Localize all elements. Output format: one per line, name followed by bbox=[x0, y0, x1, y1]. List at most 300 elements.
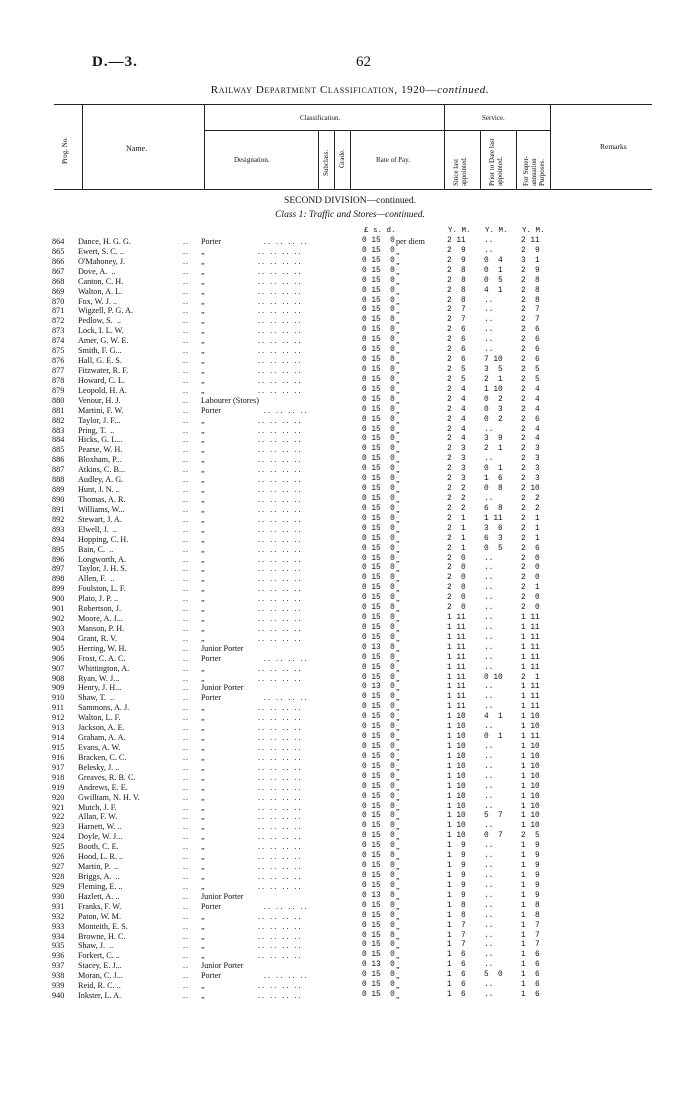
employee-name: Shaw, J. .. bbox=[78, 941, 114, 951]
designation: Porter bbox=[201, 971, 222, 981]
service-since-appointed: 2 4 bbox=[447, 385, 466, 394]
leader-dots: .. .. .. .. bbox=[258, 544, 303, 554]
table-row bbox=[0, 674, 700, 684]
pay-period: „ bbox=[396, 604, 400, 614]
table-row bbox=[0, 872, 700, 882]
pay-period: „ bbox=[396, 564, 400, 574]
table-row bbox=[0, 842, 700, 852]
service-since-appointed: 1 9 bbox=[447, 872, 466, 880]
leader-dots: .. bbox=[183, 733, 190, 743]
leader-dots: .. bbox=[183, 425, 190, 435]
pay-period: „ bbox=[396, 544, 400, 554]
service-since-appointed: 1 9 bbox=[447, 842, 466, 851]
service-prior: .. bbox=[484, 455, 494, 464]
designation: Junior Porter bbox=[201, 643, 244, 653]
leader-dots: .. .. .. .. bbox=[264, 653, 309, 663]
service-prior: .. bbox=[484, 693, 494, 702]
leader-dots: .. bbox=[183, 971, 190, 981]
employee-name: Franks, F. W. bbox=[78, 901, 122, 911]
leader-dots: .. bbox=[183, 356, 190, 366]
leader-dots: .. .. .. .. bbox=[258, 485, 303, 495]
rate-header: Rate of Pay. bbox=[376, 156, 410, 164]
service-superannuation: 2 2 bbox=[521, 504, 540, 513]
leader-dots: .. bbox=[183, 395, 190, 405]
rate-of-pay: 0 15 0 bbox=[362, 465, 395, 474]
service-since-appointed: 2 11 bbox=[447, 237, 466, 245]
leader-dots: .. bbox=[183, 237, 190, 246]
page-reference: D.—3. bbox=[92, 54, 138, 70]
designation: „ bbox=[201, 266, 205, 276]
prog-no: 927 bbox=[52, 862, 65, 872]
leader-dots: .. bbox=[183, 286, 190, 296]
service-superannuation: 1 9 bbox=[521, 891, 540, 900]
table-row bbox=[0, 713, 700, 723]
pay-period: „ bbox=[396, 792, 400, 802]
table-row bbox=[0, 822, 700, 832]
rate-of-pay: 0 15 0 bbox=[362, 941, 395, 950]
pay-period: „ bbox=[396, 356, 400, 366]
service-prior: .. bbox=[484, 901, 494, 910]
table-row bbox=[0, 922, 700, 932]
leader-dots: .. bbox=[183, 683, 190, 693]
prog-no: 894 bbox=[52, 534, 65, 544]
pay-period: „ bbox=[396, 643, 400, 653]
designation: „ bbox=[201, 365, 205, 375]
designation: „ bbox=[201, 911, 205, 921]
pay-period: „ bbox=[396, 822, 400, 832]
service-prior: .. bbox=[484, 981, 494, 990]
service-prior: .. bbox=[484, 683, 494, 692]
prog-no: 940 bbox=[52, 991, 65, 1001]
table-row bbox=[0, 297, 700, 307]
table-row bbox=[0, 455, 700, 465]
service-since-header: Since last appointed. bbox=[452, 156, 468, 186]
designation: „ bbox=[201, 614, 205, 624]
table-row bbox=[0, 981, 700, 991]
pay-period: „ bbox=[396, 435, 400, 445]
prog-no: 896 bbox=[52, 554, 65, 564]
prog-no: 922 bbox=[52, 812, 65, 822]
prog-no: 873 bbox=[52, 326, 65, 336]
table-row bbox=[0, 753, 700, 763]
table-row bbox=[0, 564, 700, 574]
table-row bbox=[0, 356, 700, 366]
leader-dots: .. bbox=[183, 951, 190, 961]
designation: „ bbox=[201, 802, 205, 812]
rate-of-pay: 0 15 0 bbox=[362, 494, 395, 503]
leader-dots: .. .. .. .. bbox=[258, 246, 303, 256]
service-superannuation: 1 6 bbox=[521, 991, 540, 1000]
title-main: Railway Department Classification, 1920— bbox=[210, 84, 438, 96]
pay-period: „ bbox=[396, 485, 400, 495]
pay-period: „ bbox=[396, 971, 400, 981]
prog-no: 915 bbox=[52, 743, 65, 753]
employee-name: Moore, A. J... bbox=[78, 614, 123, 624]
table-row bbox=[0, 664, 700, 674]
table-row bbox=[0, 912, 700, 922]
service-prior: 6 3 bbox=[484, 534, 503, 543]
classification-header: Classification. bbox=[300, 114, 341, 122]
table-row bbox=[0, 773, 700, 783]
table-row bbox=[0, 832, 700, 842]
employee-name: Pedlow, S. .. bbox=[78, 316, 121, 326]
employee-name: Elwell, J. .. bbox=[78, 524, 117, 534]
service-prior: .. bbox=[484, 246, 494, 255]
service-prior: 0 5 bbox=[484, 544, 503, 553]
rate-of-pay: 0 15 0 bbox=[362, 653, 395, 662]
pay-period: „ bbox=[396, 306, 400, 316]
employee-name: Inkster, L. A. bbox=[78, 991, 122, 1001]
prog-no: 925 bbox=[52, 842, 65, 852]
service-since-appointed: 1 10 bbox=[447, 822, 466, 831]
leader-dots: .. .. .. .. bbox=[258, 762, 303, 772]
employee-name: Ryan, W. J... bbox=[78, 673, 120, 683]
employee-name: Hopping, C. H. bbox=[78, 534, 129, 544]
leader-dots: .. bbox=[183, 653, 190, 663]
rate-of-pay: 0 15 0 bbox=[362, 663, 395, 672]
service-since-appointed: 1 10 bbox=[447, 723, 466, 732]
rate-of-pay: 0 15 0 bbox=[362, 921, 395, 930]
designation: „ bbox=[201, 822, 205, 832]
pay-period: „ bbox=[396, 554, 400, 564]
employee-name: Ewert, S. C. .. bbox=[78, 246, 124, 256]
service-prior: 7 10 bbox=[484, 356, 503, 365]
service-since-appointed: 2 4 bbox=[447, 405, 466, 414]
pay-period: „ bbox=[396, 901, 400, 911]
pay-period: „ bbox=[396, 911, 400, 921]
table-row bbox=[0, 803, 700, 813]
service-since-appointed: 1 10 bbox=[447, 752, 466, 761]
service-superannuation: 1 7 bbox=[521, 941, 540, 950]
prog-no: 889 bbox=[52, 485, 65, 495]
employee-name: Shaw, T. .. bbox=[78, 693, 115, 703]
pay-period: „ bbox=[396, 941, 400, 951]
pay-period: „ bbox=[396, 852, 400, 862]
designation: „ bbox=[201, 554, 205, 564]
prog-no: 937 bbox=[52, 961, 65, 971]
leader-dots: .. bbox=[183, 534, 190, 544]
service-superannuation: 1 7 bbox=[521, 931, 540, 940]
table-row bbox=[0, 892, 700, 902]
service-superannuation: 1 11 bbox=[521, 693, 540, 702]
service-since-appointed: 1 11 bbox=[447, 683, 466, 692]
prog-no: 918 bbox=[52, 772, 65, 782]
service-superannuation: 2 8 bbox=[521, 286, 540, 295]
service-prior: .. bbox=[484, 752, 494, 761]
prog-no: 864 bbox=[52, 237, 65, 246]
employee-name: Walton, L. F. bbox=[78, 713, 121, 723]
designation: „ bbox=[201, 633, 205, 643]
service-prior: 0 4 bbox=[484, 256, 503, 265]
service-prior: .. bbox=[484, 991, 494, 1000]
service-since-appointed: 2 0 bbox=[447, 594, 466, 603]
table-row bbox=[0, 326, 700, 336]
pay-period: „ bbox=[396, 832, 400, 842]
rate-of-pay: 0 15 0 bbox=[362, 544, 395, 553]
service-superannuation: 2 3 bbox=[521, 445, 540, 454]
leader-dots: .. .. .. .. bbox=[258, 812, 303, 822]
service-superannuation: 1 10 bbox=[521, 792, 540, 801]
service-superannuation: 2 0 bbox=[521, 604, 540, 613]
rate-of-pay: 0 15 0 bbox=[362, 256, 395, 265]
leader-dots: .. .. .. .. bbox=[258, 862, 303, 872]
pay-period: „ bbox=[396, 395, 400, 405]
leader-dots: .. bbox=[183, 891, 190, 901]
service-since-appointed: 2 1 bbox=[447, 524, 466, 533]
designation: „ bbox=[201, 534, 205, 544]
rate-of-pay: 0 15 0 bbox=[362, 237, 395, 245]
service-prior: 0 1 bbox=[484, 266, 503, 275]
table-row bbox=[0, 961, 700, 971]
leader-dots: .. bbox=[183, 524, 190, 534]
service-superannuation: 2 10 bbox=[521, 485, 540, 494]
leader-dots: .. bbox=[183, 246, 190, 256]
rate-of-pay: 0 15 0 bbox=[362, 395, 395, 404]
service-superannuation: 2 6 bbox=[521, 356, 540, 365]
service-superannuation: 2 4 bbox=[521, 425, 540, 434]
service-superannuation: 1 9 bbox=[521, 881, 540, 890]
pay-period: „ bbox=[396, 743, 400, 753]
prog-no: 935 bbox=[52, 941, 65, 951]
rate-of-pay: 0 15 0 bbox=[362, 832, 395, 841]
service-since-appointed: 1 10 bbox=[447, 762, 466, 771]
service-superannuation: 1 11 bbox=[521, 623, 540, 632]
prog-no: 869 bbox=[52, 286, 65, 296]
employee-name: Longworth, A. bbox=[78, 554, 126, 564]
service-superannuation: 2 9 bbox=[521, 246, 540, 255]
service-prior: 0 1 bbox=[484, 465, 503, 474]
service-since-appointed: 1 10 bbox=[447, 812, 466, 821]
employee-name: Foulston, L. F. bbox=[78, 584, 126, 594]
service-since-appointed: 2 0 bbox=[447, 574, 466, 583]
pay-period: „ bbox=[396, 534, 400, 544]
leader-dots: .. .. .. .. bbox=[258, 792, 303, 802]
service-superannuation: 2 4 bbox=[521, 395, 540, 404]
service-since-appointed: 2 3 bbox=[447, 465, 466, 474]
prog-no: 934 bbox=[52, 931, 65, 941]
leader-dots: .. .. .. .. bbox=[258, 604, 303, 614]
table-row bbox=[0, 644, 700, 654]
service-prior: .. bbox=[484, 425, 494, 434]
service-prior: 0 1 bbox=[484, 733, 503, 742]
pay-period: „ bbox=[396, 762, 400, 772]
leader-dots: .. bbox=[183, 991, 190, 1001]
service-since-appointed: 2 8 bbox=[447, 276, 466, 285]
service-since-appointed: 2 6 bbox=[447, 336, 466, 345]
prog-no: 880 bbox=[52, 395, 65, 405]
service-since-appointed: 2 3 bbox=[447, 445, 466, 454]
table-row bbox=[0, 743, 700, 753]
employee-name: Reid, R. C. .. bbox=[78, 981, 121, 991]
service-prior: .. bbox=[484, 633, 494, 642]
employee-name: Thomas, A. R. bbox=[78, 494, 126, 504]
prog-no: 921 bbox=[52, 802, 65, 812]
leader-dots: .. bbox=[183, 465, 190, 475]
designation: „ bbox=[201, 326, 205, 336]
designation: Porter bbox=[201, 237, 222, 246]
service-superannuation: 1 11 bbox=[521, 733, 540, 742]
prog-no: 875 bbox=[52, 346, 65, 356]
leader-dots: .. .. .. .. bbox=[258, 316, 303, 326]
rate-of-pay: 0 15 0 bbox=[362, 713, 395, 722]
service-prior: 1 6 bbox=[484, 475, 503, 484]
service-since-appointed: 2 2 bbox=[447, 494, 466, 503]
prog-no: 920 bbox=[52, 792, 65, 802]
pay-period: „ bbox=[396, 991, 400, 1001]
table-row bbox=[0, 525, 700, 535]
service-prior: 5 7 bbox=[484, 812, 503, 821]
service-since-appointed: 2 1 bbox=[447, 514, 466, 523]
rate-of-pay: 0 15 0 bbox=[362, 415, 395, 424]
designation: „ bbox=[201, 772, 205, 782]
prog-no: 904 bbox=[52, 633, 65, 643]
service-superannuation: 2 5 bbox=[521, 375, 540, 384]
table-row bbox=[0, 287, 700, 297]
designation: „ bbox=[201, 514, 205, 524]
rate-of-pay: 0 15 0 bbox=[362, 385, 395, 394]
designation: „ bbox=[201, 316, 205, 326]
employee-name: Stacey, E. J... bbox=[78, 961, 122, 971]
employee-name: Robertson, J. bbox=[78, 604, 121, 614]
service-since-appointed: 2 8 bbox=[447, 296, 466, 305]
designation: „ bbox=[201, 703, 205, 713]
leader-dots: .. .. .. .. bbox=[258, 256, 303, 266]
pay-period: „ bbox=[396, 445, 400, 455]
service-since-appointed: 1 10 bbox=[447, 802, 466, 811]
service-superannuation: 2 2 bbox=[521, 494, 540, 503]
employee-name: Paton, W. M. bbox=[78, 911, 121, 921]
leader-dots: .. bbox=[183, 385, 190, 395]
designation: „ bbox=[201, 842, 205, 852]
leader-dots: .. bbox=[183, 316, 190, 326]
service-prior: .. bbox=[484, 643, 494, 652]
prog-no: 902 bbox=[52, 614, 65, 624]
service-since-appointed: 2 6 bbox=[447, 326, 466, 335]
service-prior: .. bbox=[484, 584, 494, 593]
rate-of-pay: 0 15 0 bbox=[362, 862, 395, 871]
designation: Junior Porter bbox=[201, 683, 244, 693]
pay-period: „ bbox=[396, 891, 400, 901]
leader-dots: .. bbox=[183, 435, 190, 445]
prog-no: 887 bbox=[52, 465, 65, 475]
leader-dots: .. .. .. .. bbox=[258, 832, 303, 842]
rate-of-pay: 0 15 0 bbox=[362, 286, 395, 295]
leader-dots: .. bbox=[183, 752, 190, 762]
designation: Porter bbox=[201, 405, 222, 415]
designation: „ bbox=[201, 415, 205, 425]
employee-name: Hall, G. E. S. bbox=[78, 356, 122, 366]
prog-no: 877 bbox=[52, 365, 65, 375]
prog-no: 879 bbox=[52, 385, 65, 395]
service-since-appointed: 1 11 bbox=[447, 673, 466, 682]
service-superannuation: 1 10 bbox=[521, 822, 540, 831]
rate-of-pay: 0 15 0 bbox=[362, 971, 395, 980]
leader-dots: .. .. .. .. bbox=[258, 564, 303, 574]
prog-no: 919 bbox=[52, 782, 65, 792]
table-row bbox=[0, 336, 700, 346]
designation: „ bbox=[201, 862, 205, 872]
leader-dots: .. bbox=[183, 673, 190, 683]
leader-dots: .. bbox=[183, 346, 190, 356]
leader-dots: .. .. .. .. bbox=[258, 435, 303, 445]
prog-no: 926 bbox=[52, 852, 65, 862]
service-superannuation: 1 11 bbox=[521, 614, 540, 623]
service-prior: 0 8 bbox=[484, 485, 503, 494]
service-superannuation: 2 0 bbox=[521, 554, 540, 563]
leader-dots: .. bbox=[183, 822, 190, 832]
service-superannuation: 2 0 bbox=[521, 574, 540, 583]
designation: „ bbox=[201, 524, 205, 534]
prog-no: 899 bbox=[52, 584, 65, 594]
table-row bbox=[0, 574, 700, 584]
prog-no: 912 bbox=[52, 713, 65, 723]
service-superannuation: 1 11 bbox=[521, 663, 540, 672]
leader-dots: .. bbox=[183, 326, 190, 336]
service-superannuation-header: For Super-annuation Purposes. bbox=[522, 156, 546, 186]
leader-dots: .. .. .. .. bbox=[258, 772, 303, 782]
prog-no: 871 bbox=[52, 306, 65, 316]
table-row bbox=[0, 237, 700, 247]
svc2-units: Y. M. bbox=[485, 227, 508, 235]
service-since-appointed: 1 10 bbox=[447, 792, 466, 801]
service-prior: .. bbox=[484, 663, 494, 672]
pay-period: „ bbox=[396, 405, 400, 415]
service-since-appointed: 1 9 bbox=[447, 881, 466, 890]
service-superannuation: 1 10 bbox=[521, 782, 540, 791]
service-prior: .. bbox=[484, 802, 494, 811]
service-prior: 1 10 bbox=[484, 385, 503, 394]
service-since-appointed: 1 11 bbox=[447, 663, 466, 672]
table-row bbox=[0, 882, 700, 892]
service-superannuation: 1 6 bbox=[521, 981, 540, 990]
service-prior: .. bbox=[484, 316, 494, 325]
designation: „ bbox=[201, 445, 205, 455]
designation: Junior Porter bbox=[201, 961, 244, 971]
prog-no-header: Prog. No. bbox=[61, 136, 69, 164]
prog-no: 881 bbox=[52, 405, 65, 415]
leader-dots: .. .. .. .. bbox=[258, 385, 303, 395]
table-row bbox=[0, 683, 700, 693]
pay-period: „ bbox=[396, 703, 400, 713]
designation: „ bbox=[201, 604, 205, 614]
service-prior: .. bbox=[484, 306, 494, 315]
service-prior: .. bbox=[484, 296, 494, 305]
service-superannuation: 1 11 bbox=[521, 703, 540, 712]
designation: „ bbox=[201, 713, 205, 723]
rate-of-pay: 0 15 0 bbox=[362, 723, 395, 732]
service-since-appointed: 2 3 bbox=[447, 455, 466, 464]
designation: „ bbox=[201, 504, 205, 514]
rate-of-pay: 0 15 0 bbox=[362, 991, 395, 1000]
table-row bbox=[0, 257, 700, 267]
table-row bbox=[0, 277, 700, 287]
employee-name: Allen, F. .. bbox=[78, 574, 115, 584]
employee-name: Wigzell, P. G. A. bbox=[78, 306, 133, 316]
rate-of-pay: 0 15 0 bbox=[362, 316, 395, 325]
leader-dots: .. bbox=[183, 643, 190, 653]
leader-dots: .. .. .. .. bbox=[258, 981, 303, 991]
leader-dots: .. .. .. .. bbox=[258, 852, 303, 862]
designation: „ bbox=[201, 276, 205, 286]
employee-name: Briggs, A. .. bbox=[78, 872, 120, 881]
service-since-appointed: 2 0 bbox=[447, 604, 466, 613]
leader-dots: .. bbox=[183, 881, 190, 891]
employee-name: Leopold, H. A. bbox=[78, 385, 127, 395]
rate-of-pay: 0 15 0 bbox=[362, 336, 395, 345]
rate-of-pay: 0 15 0 bbox=[362, 872, 395, 880]
employee-name: Lock, I. L. W. bbox=[78, 326, 124, 336]
rate-of-pay: 0 15 0 bbox=[362, 485, 395, 494]
